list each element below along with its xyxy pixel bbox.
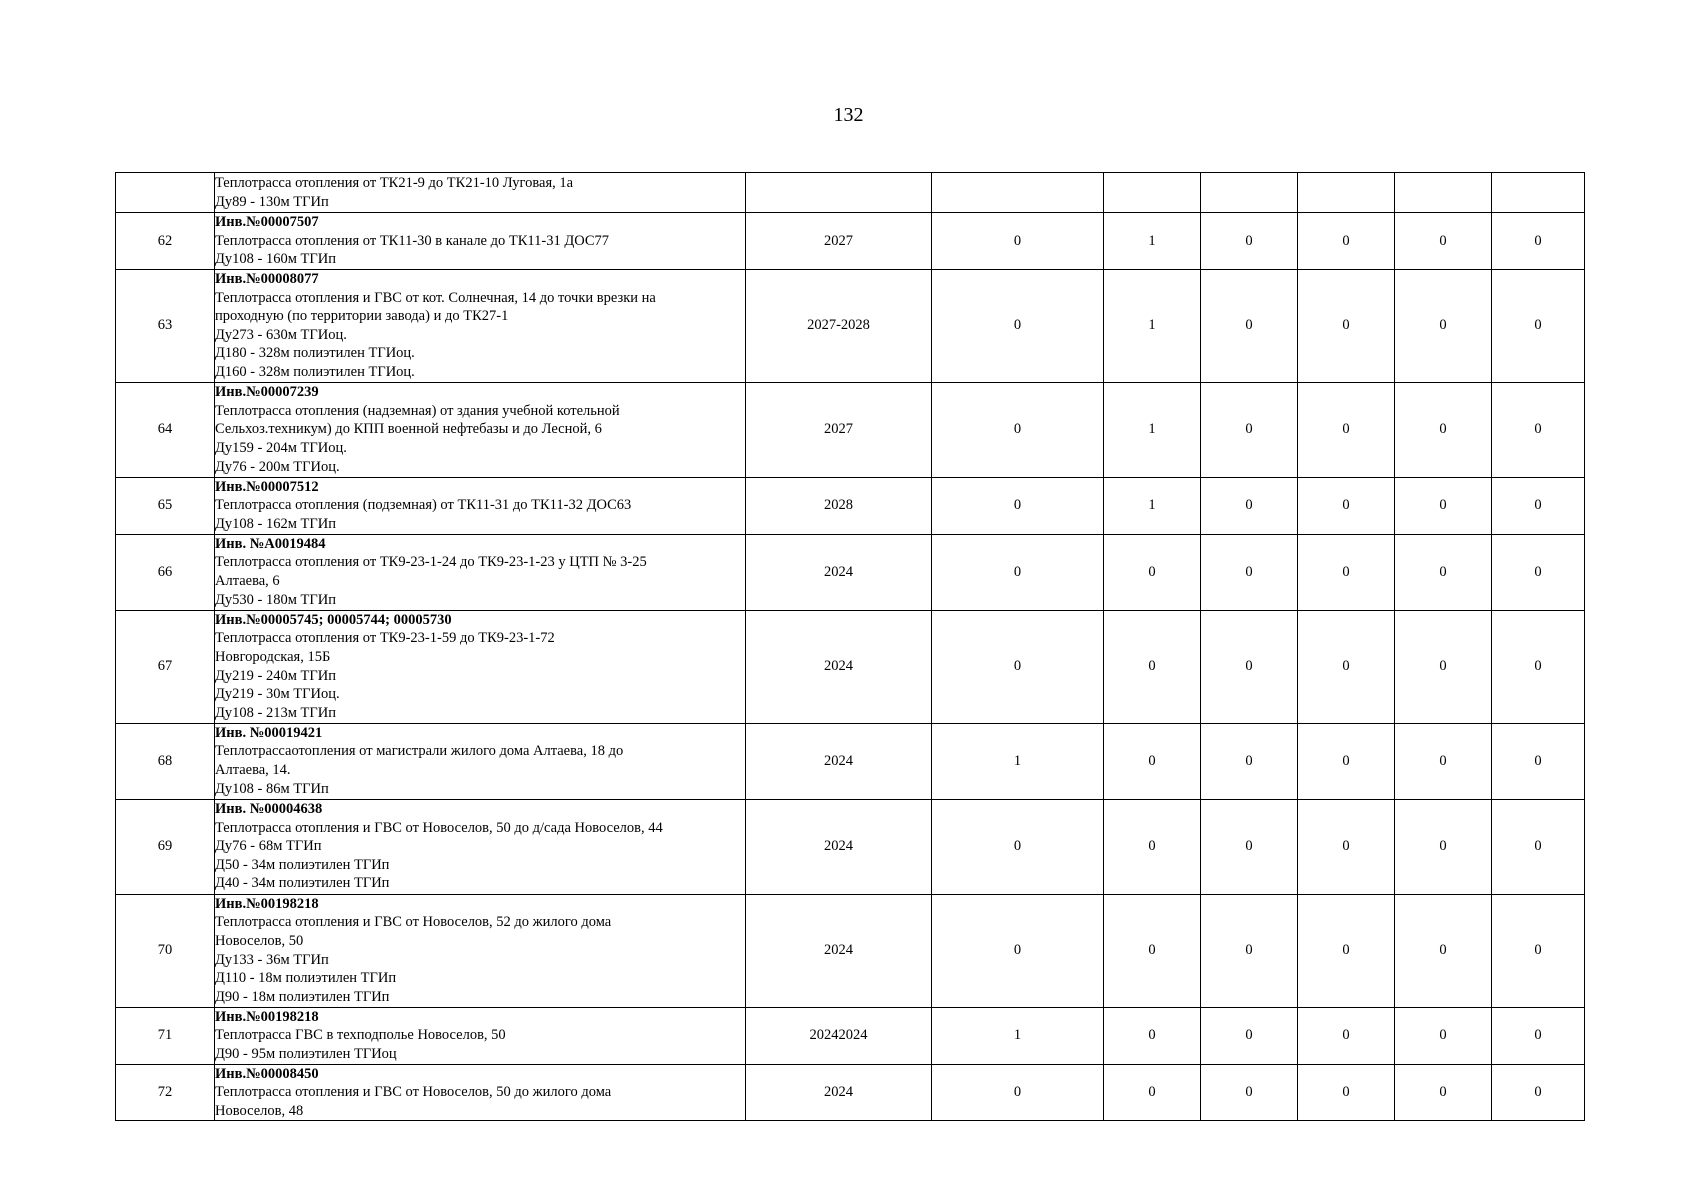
- row-number: 63: [116, 269, 215, 382]
- value-cell: [1201, 173, 1298, 213]
- description-line: Д160 - 328м полиэтилен ТГИоц.: [215, 363, 415, 380]
- inventory-number: Инв.№00007239: [215, 384, 319, 401]
- value-cell: 0: [1104, 799, 1201, 894]
- description-line: Ду89 - 130м ТГИп: [215, 193, 329, 210]
- value-cell: 0: [1104, 534, 1201, 610]
- value-cell: 0: [1492, 213, 1585, 270]
- table-row: [116, 213, 1585, 270]
- value-cell: 0: [1298, 1064, 1395, 1121]
- table-row: [116, 477, 1585, 534]
- value-cell: 0: [1201, 382, 1298, 477]
- value-cell: 0: [1298, 382, 1395, 477]
- description-line: Д40 - 34м полиэтилен ТГИп: [215, 875, 390, 892]
- value-cell: 0: [1492, 477, 1585, 534]
- table-body: [116, 173, 1585, 1121]
- description-line: Алтаева, 6: [215, 573, 280, 590]
- value-cell: 0: [1201, 534, 1298, 610]
- description-line: Теплотрасса отопления (подземная) от ТК11-31 до ТК11-32 ДОС63: [215, 497, 632, 514]
- value-cell: 0: [1395, 213, 1492, 270]
- description-line: Ду159 - 204м ТГИоц.: [215, 440, 347, 457]
- value-cell: 0: [1492, 534, 1585, 610]
- value-cell: 0: [1298, 477, 1395, 534]
- value-cell: 0: [1492, 610, 1585, 723]
- value-cell: 0: [1201, 477, 1298, 534]
- description-line: Сельхоз.техникум) до КПП военной нефтебазы и до Лесной, 6: [215, 421, 602, 438]
- inventory-number: Инв.№00008450: [215, 1065, 319, 1082]
- value-cell: 0: [1492, 269, 1585, 382]
- row-number: 69: [116, 799, 215, 894]
- description-line: Алтаева, 14.: [215, 762, 291, 779]
- implementation-year: 2024: [746, 1064, 932, 1121]
- value-cell: 0: [1104, 610, 1201, 723]
- value-cell: 0: [1492, 382, 1585, 477]
- value-cell: 0: [1201, 723, 1298, 799]
- description-line: Ду108 - 213м ТГИп: [215, 704, 336, 721]
- value-cell: 1: [932, 1007, 1104, 1064]
- object-description: [215, 723, 746, 799]
- value-cell: [1298, 173, 1395, 213]
- value-cell: 0: [1201, 1064, 1298, 1121]
- value-cell: 1: [1104, 213, 1201, 270]
- value-cell: 0: [932, 382, 1104, 477]
- value-cell: [1395, 173, 1492, 213]
- description-line: Теплотрасса отопления и ГВС от Новоселов, 50 до жилого дома: [215, 1084, 612, 1101]
- value-cell: 0: [932, 1064, 1104, 1121]
- value-cell: 0: [1201, 1007, 1298, 1064]
- description-line: Ду76 - 200м ТГИоц.: [215, 458, 340, 475]
- description-line: Теплотрасса ГВС в техподполье Новоселов, 50: [215, 1027, 506, 1044]
- implementation-year: 20242024: [746, 1007, 932, 1064]
- table-row: [116, 1064, 1585, 1121]
- description-line: Теплотрассаотопления от магистрали жилого дома Алтаева, 18 до: [215, 743, 624, 760]
- implementation-year: 2027: [746, 213, 932, 270]
- object-description: [215, 269, 746, 382]
- value-cell: [1492, 173, 1585, 213]
- row-number: 66: [116, 534, 215, 610]
- description-line: Ду108 - 160м ТГИп: [215, 251, 336, 268]
- value-cell: 0: [1492, 1064, 1585, 1121]
- value-cell: 0: [1201, 799, 1298, 894]
- value-cell: 0: [932, 477, 1104, 534]
- table-row: [116, 610, 1585, 723]
- object-description: [215, 799, 746, 894]
- value-cell: 0: [1104, 1007, 1201, 1064]
- table-row: [116, 269, 1585, 382]
- value-cell: 0: [1298, 534, 1395, 610]
- description-line: Теплотрасса отопления и ГВС от Новоселов, 50 до д/сада Новоселов, 44: [215, 819, 663, 836]
- value-cell: 0: [1201, 610, 1298, 723]
- value-cell: [932, 173, 1104, 213]
- inventory-number: Инв. №А0019484: [215, 535, 326, 552]
- row-number: 62: [116, 213, 215, 270]
- row-number: 72: [116, 1064, 215, 1121]
- description-line: Ду219 - 30м ТГИоц.: [215, 686, 340, 703]
- page-number: 132: [833, 104, 864, 126]
- inventory-number: Инв.№00007512: [215, 478, 319, 495]
- value-cell: 0: [1492, 1007, 1585, 1064]
- value-cell: 0: [932, 894, 1104, 1007]
- description-line: Д90 - 95м полиэтилен ТГИоц: [215, 1045, 397, 1062]
- table-row: [116, 534, 1585, 610]
- object-description: [215, 534, 746, 610]
- description-line: Ду273 - 630м ТГИоц.: [215, 326, 347, 343]
- row-number: 64: [116, 382, 215, 477]
- implementation-year: 2027-2028: [746, 269, 932, 382]
- table-row: [116, 723, 1585, 799]
- inventory-number: Инв. №00004638: [215, 801, 323, 818]
- description-line: Д110 - 18м полиэтилен ТГИп: [215, 970, 397, 987]
- value-cell: 0: [1201, 269, 1298, 382]
- implementation-year: 2024: [746, 610, 932, 723]
- description-line: Ду108 - 86м ТГИп: [215, 780, 329, 797]
- value-cell: 0: [1492, 894, 1585, 1007]
- description-line: Ду530 - 180м ТГИп: [215, 591, 336, 608]
- value-cell: [1104, 173, 1201, 213]
- inventory-number: Инв.№00007507: [215, 214, 319, 230]
- value-cell: 1: [1104, 477, 1201, 534]
- implementation-year: 2028: [746, 477, 932, 534]
- inventory-number: Инв.№00005745; 00005744; 00005730: [215, 611, 452, 628]
- object-description: [215, 894, 746, 1007]
- object-description: [215, 1064, 746, 1121]
- value-cell: 0: [1395, 477, 1492, 534]
- value-cell: 0: [1395, 1007, 1492, 1064]
- value-cell: 0: [932, 610, 1104, 723]
- value-cell: 0: [1492, 723, 1585, 799]
- description-line: Ду76 - 68м ТГИп: [215, 838, 322, 855]
- description-line: Теплотрасса отопления и ГВС от кот. Солнечная, 14 до точки врезки на: [215, 289, 656, 306]
- value-cell: 0: [1395, 723, 1492, 799]
- description-line: Д50 - 34м полиэтилен ТГИп: [215, 856, 390, 873]
- inventory-number: Инв.№00198218: [215, 895, 319, 912]
- row-number: 70: [116, 894, 215, 1007]
- implementation-year: [746, 173, 932, 213]
- row-number: 68: [116, 723, 215, 799]
- value-cell: 0: [1298, 1007, 1395, 1064]
- value-cell: 0: [1298, 610, 1395, 723]
- description-line: Теплотрасса отопления и ГВС от Новоселов, 52 до жилого дома: [215, 914, 612, 931]
- value-cell: 1: [1104, 382, 1201, 477]
- implementation-year: 2024: [746, 799, 932, 894]
- value-cell: 0: [1395, 382, 1492, 477]
- implementation-year: 2024: [746, 894, 932, 1007]
- value-cell: 0: [932, 269, 1104, 382]
- object-description: [215, 1007, 746, 1064]
- value-cell: 0: [1395, 534, 1492, 610]
- value-cell: 0: [1298, 723, 1395, 799]
- value-cell: 0: [932, 534, 1104, 610]
- implementation-year: 2024: [746, 534, 932, 610]
- value-cell: 0: [1298, 269, 1395, 382]
- row-number: 71: [116, 1007, 215, 1064]
- value-cell: 0: [1395, 1064, 1492, 1121]
- value-cell: 0: [1395, 799, 1492, 894]
- description-line: Д180 - 328м полиэтилен ТГИоц.: [215, 345, 415, 362]
- description-line: Теплотрасса отопления (надземная) от здания учебной котельной: [215, 402, 620, 419]
- object-description: [215, 477, 746, 534]
- description-line: Новгородская, 15Б: [215, 648, 331, 665]
- description-line: Новоселов, 50: [215, 932, 304, 949]
- value-cell: 0: [1104, 1064, 1201, 1121]
- object-description: [215, 382, 746, 477]
- row-number: 65: [116, 477, 215, 534]
- object-description: [215, 213, 746, 270]
- description-line: Теплотрасса отопления от ТК9-23-1-59 до ТК9-23-1-72: [215, 630, 555, 647]
- value-cell: 0: [1201, 894, 1298, 1007]
- description-line: Теплотрасса отопления от ТК9-23-1-24 до ТК9-23-1-23 у ЦТП № 3-25: [215, 554, 647, 571]
- value-cell: 1: [932, 723, 1104, 799]
- value-cell: 0: [932, 799, 1104, 894]
- description-line: Ду108 - 162м ТГИп: [215, 515, 336, 532]
- description-line: Ду133 - 36м ТГИп: [215, 951, 329, 968]
- row-number: [116, 173, 215, 213]
- value-cell: 0: [1104, 894, 1201, 1007]
- inventory-number: Инв. №00019421: [215, 724, 323, 741]
- heat-network-table: [115, 172, 1585, 1121]
- table-row: [116, 1007, 1585, 1064]
- value-cell: 0: [1298, 799, 1395, 894]
- value-cell: 0: [1104, 723, 1201, 799]
- implementation-year: 2024: [746, 723, 932, 799]
- implementation-year: 2027: [746, 382, 932, 477]
- object-description: [215, 173, 746, 213]
- description-line: Д90 - 18м полиэтилен ТГИп: [215, 988, 390, 1005]
- value-cell: 0: [1492, 799, 1585, 894]
- value-cell: 0: [1395, 894, 1492, 1007]
- table-row: [116, 799, 1585, 894]
- table-row: [116, 173, 1585, 213]
- table-row: [116, 894, 1585, 1007]
- inventory-number: Инв.№00008077: [215, 271, 319, 287]
- description-line: Ду219 - 240м ТГИп: [215, 667, 336, 684]
- description-line: Теплотрасса отопления от ТК21-9 до ТК21-10 Луговая, 1а: [215, 174, 574, 191]
- description-line: Новоселов, 48: [215, 1102, 304, 1119]
- description-line: проходную (по территории завода) и до ТК27-1: [215, 308, 509, 325]
- object-description: [215, 610, 746, 723]
- row-number: 67: [116, 610, 215, 723]
- value-cell: 0: [1298, 894, 1395, 1007]
- table-row: [116, 382, 1585, 477]
- value-cell: 1: [1104, 269, 1201, 382]
- description-line: Теплотрасса отопления от ТК11-30 в канале до ТК11-31 ДОС77: [215, 232, 610, 249]
- value-cell: 0: [1395, 610, 1492, 723]
- value-cell: 0: [1298, 213, 1395, 270]
- value-cell: 0: [1201, 213, 1298, 270]
- inventory-number: Инв.№00198218: [215, 1008, 319, 1025]
- value-cell: 0: [1395, 269, 1492, 382]
- value-cell: 0: [932, 213, 1104, 270]
